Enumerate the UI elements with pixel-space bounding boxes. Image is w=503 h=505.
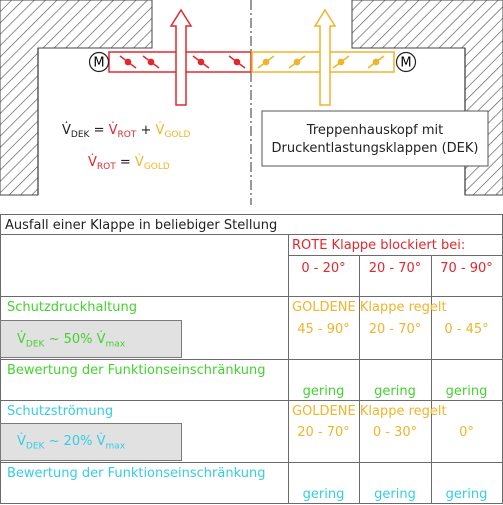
gold-flap-header-1: GOLDENE Klappe regelt: [292, 300, 447, 315]
red-range-2: 20 - 70°: [368, 261, 422, 276]
evaluation-value-1-3: gering: [445, 384, 488, 399]
flow-ratio-50-text: $V̇_{DEK}$ ~ 50% $V̇_{max}$: [17, 332, 126, 350]
staircase-label-box: [262, 111, 488, 166]
section-protection-flow-title: Schutzströmung: [7, 404, 114, 419]
evaluation-label-1: Bewertung der Funktionseinschränkung: [7, 363, 266, 378]
gold-flap-header-2: GOLDENE Klappe regelt: [292, 404, 447, 419]
evaluation-value-1-2: gering: [374, 384, 416, 399]
gold-outflow-arrow: [315, 10, 335, 105]
gold-range-2-1: 20 - 70°: [297, 425, 350, 440]
equation-equal-flow: $V̇_{ROT}$ = $V̇_{GOLD}$: [88, 155, 170, 172]
evaluation-value-1-1: gering: [302, 384, 345, 399]
svg-text:M: M: [93, 55, 105, 71]
red-range-3: 70 - 90°: [440, 261, 493, 276]
motor-right: [397, 53, 416, 72]
gold-range-2-3: 0°: [459, 425, 474, 440]
section-protection-pressure-title: Schutzdruckhaltung: [7, 300, 137, 315]
svg-text:Treppenhauskopf mit: Treppenhauskopf mit: [306, 123, 444, 138]
table-title: Ausfall einer Klappe in beliebiger Stellung: [5, 218, 278, 233]
motor-left: [90, 53, 109, 72]
evaluation-label-2: Bewertung der Funktionseinschränkung: [7, 466, 266, 481]
gold-range-2-2: 0 - 30°: [372, 425, 418, 440]
red-outflow-arrow: [171, 10, 191, 105]
red-range-1: 0 - 20°: [301, 261, 346, 276]
red-flap-header: ROTE Klappe blockiert bei:: [292, 238, 466, 253]
equation-total-flow: $V̇_{DEK}$ = $V̇_{ROT}$ + $V̇_{GOLD}$: [62, 123, 191, 140]
staircase-diagram: [0, 0, 503, 205]
gold-range-1-2: 20 - 70°: [368, 322, 422, 337]
gold-range-1-3: 0 - 45°: [444, 322, 489, 337]
svg-text:Druckentlastungsklappen (DEK): Druckentlastungsklappen (DEK): [271, 141, 479, 156]
svg-text:M: M: [400, 55, 412, 71]
flow-ratio-20-text: $V̇_{DEK}$ ~ 20% $V̇_{max}$: [17, 434, 126, 452]
evaluation-value-2-1: gering: [302, 487, 345, 502]
evaluation-value-2-3: gering: [445, 487, 488, 502]
evaluation-value-2-2: gering: [374, 487, 416, 502]
gold-range-1-1: 45 - 90°: [297, 322, 350, 337]
